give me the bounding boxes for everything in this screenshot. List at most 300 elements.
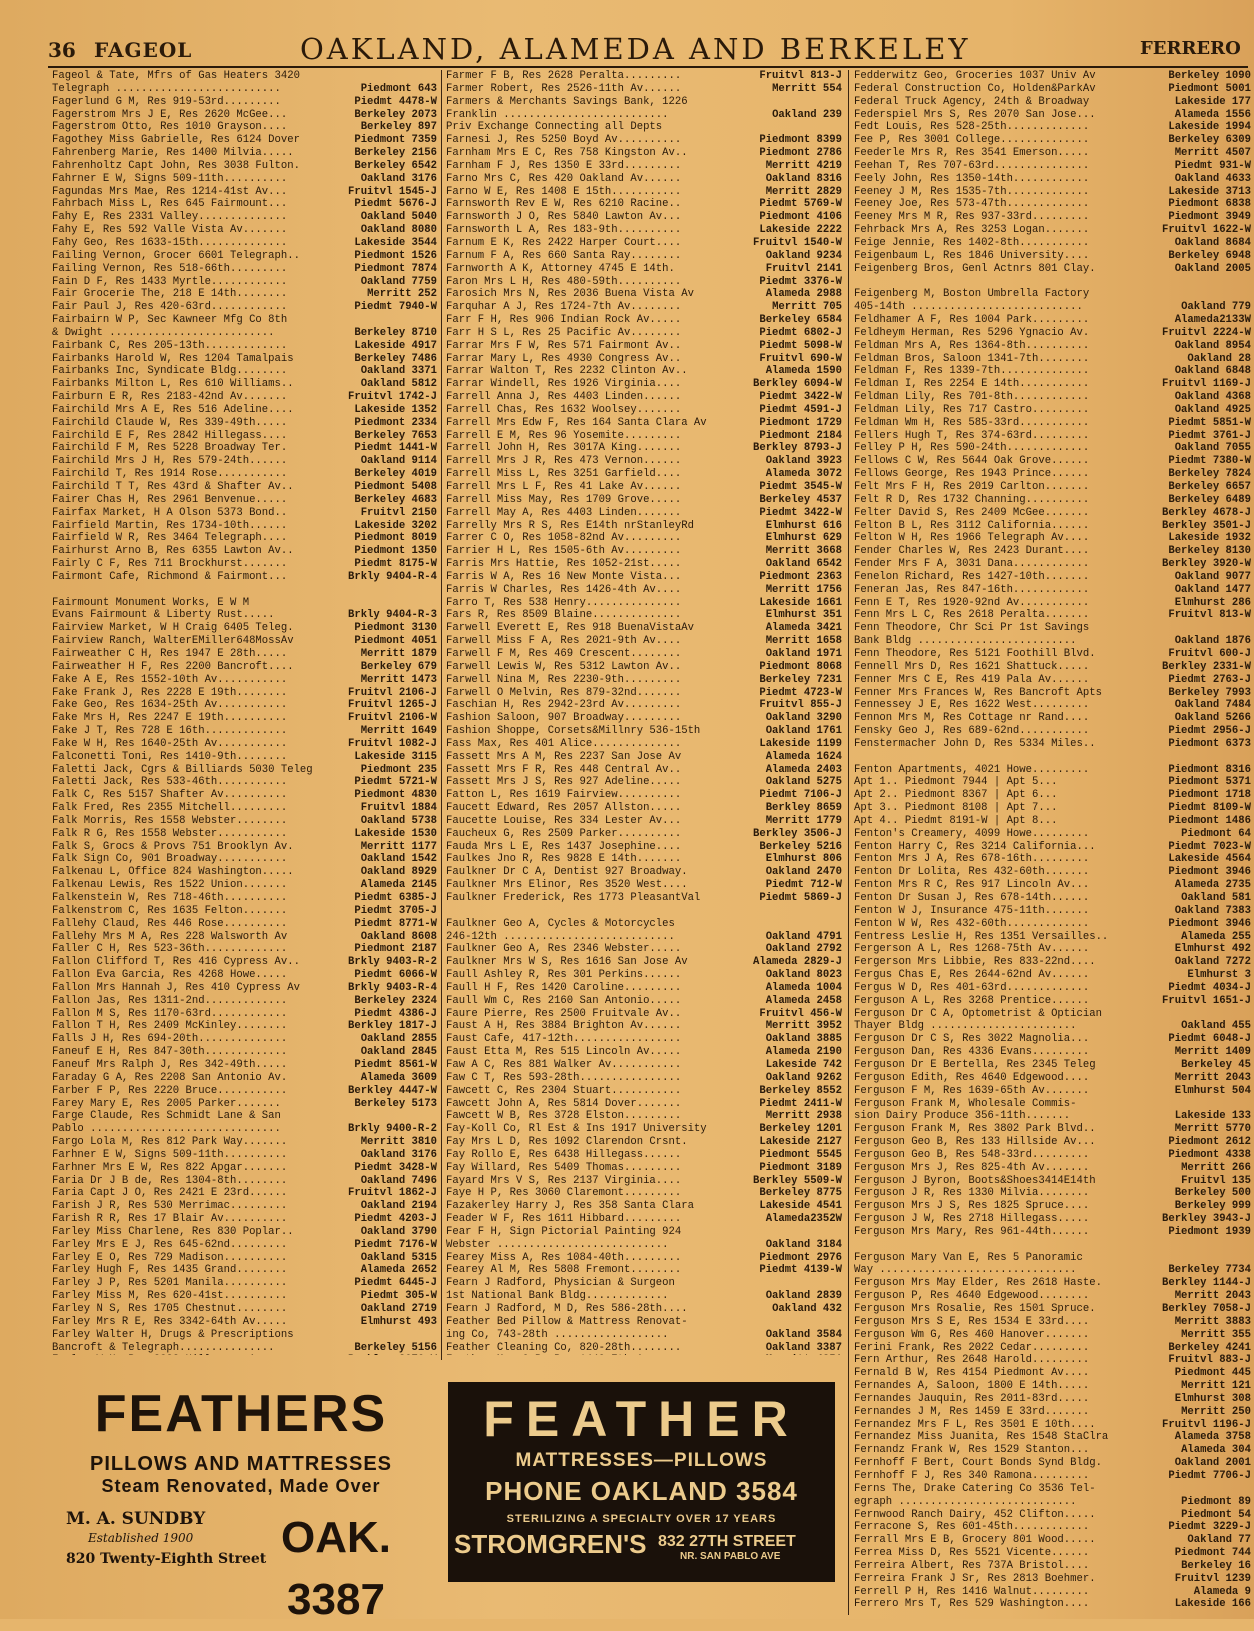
listing-name: Feeney J M, Res 1535-7th............. <box>854 185 1090 198</box>
listing-name: Fay-Koll Co, Rl Est & Ins 1917 University <box>446 1123 707 1136</box>
listing-name: Feldman I, Res 2254 E 14th........... <box>854 378 1090 391</box>
listing-phone: Merritt 3668 <box>765 545 842 558</box>
column-divider <box>441 70 442 1360</box>
listing-name: Fear F H, Sign Pictorial Painting 924 <box>446 1225 682 1238</box>
listing-entry <box>854 1419 1251 1432</box>
listing-phone: Oakland 455 <box>1181 1020 1251 1033</box>
listing-entry <box>854 661 1251 674</box>
listing-name: Feldman Bros, Saloon 1341-7th........ <box>854 352 1090 365</box>
listing-entry <box>854 327 1251 340</box>
listing-entry <box>446 520 842 533</box>
listing-name: Faller C H, Res 523-36th............. <box>52 943 288 956</box>
listing-name: Fahrenholtz Capt John, Res 3038 Fulton. <box>52 159 300 172</box>
listing-entry <box>446 1239 842 1252</box>
listing-entry <box>446 1072 842 1085</box>
listing-entry <box>446 931 842 944</box>
listing-entry <box>446 969 842 982</box>
listing-name: Fenner Mrs C E, Res 419 Pala Av...... <box>854 673 1090 686</box>
listing-phone <box>744 918 842 931</box>
listing-entry <box>854 391 1251 404</box>
listing-name: Feige Jennie, Res 1402-8th........... <box>854 236 1090 249</box>
listing-entry <box>52 1316 437 1329</box>
listing-phone: Merritt 705 <box>772 301 842 314</box>
listing-entry <box>446 288 842 301</box>
listing-name: Farey Mary E, Res 2005 Parker....... <box>52 1097 281 1110</box>
listing-entry <box>52 1290 437 1303</box>
listing-entry <box>446 83 842 96</box>
listing-name: Farrell Chas, Res 1632 Woolsey....... <box>446 403 682 416</box>
listing-entry <box>446 1277 842 1290</box>
listing-entry <box>446 198 842 211</box>
listing-phone: Berkley 4678-J <box>1161 506 1251 519</box>
listing-entry <box>854 1547 1251 1560</box>
listing-name: Fargo Lola M, Res 812 Park Way....... <box>52 1136 288 1149</box>
listing-name: Ferns The, Drake Catering Co 3536 Tel- <box>854 1482 1096 1495</box>
listing-entry <box>446 237 842 250</box>
listing-phone: Oakland 4791 <box>765 930 842 943</box>
listing-entry <box>446 1123 842 1136</box>
listing-column-2 <box>446 70 842 1355</box>
listing-name: Falk Sign Co, 901 Broadway........... <box>52 853 288 866</box>
listing-entry <box>854 1354 1251 1367</box>
listing-phone: Piedmt 3376-W <box>759 275 842 288</box>
listing-name: Fairchild Mrs A E, Res 516 Adeline.... <box>52 403 294 416</box>
listing-name: Falkenau L, Office 824 Washington..... <box>52 866 294 879</box>
listing-entry <box>446 1303 842 1316</box>
listing-phone: Piedmont 5408 <box>354 481 437 493</box>
listing-entry <box>854 1200 1251 1213</box>
listing-name: Fairer Chas H, Res 2961 Benvenue..... <box>52 493 288 506</box>
listing-name: Faletti Jack, Cgrs & Billiards 5030 Teleg <box>52 763 313 776</box>
listing-phone: Oakland 2719 <box>360 1303 437 1315</box>
listing-phone: Oakland 2470 <box>765 866 842 879</box>
listing-name: Fairweather C H, Res 1947 E 28th..... <box>52 647 288 660</box>
listing-entry <box>446 609 842 622</box>
listing-entry <box>52 1008 437 1021</box>
listing-phone: Piedmt 5098-W <box>759 339 842 352</box>
listing-entry <box>52 481 437 494</box>
listing-entry <box>854 1406 1251 1419</box>
listing-entry <box>52 327 437 340</box>
listing-entry <box>52 725 437 738</box>
listing-name: Farrar Windell, Res 1926 Virginia.... <box>446 378 682 391</box>
listing-phone: Piedmt 3422-W <box>759 391 842 404</box>
listing-phone: Merritt 4219 <box>765 159 842 172</box>
listing-name: Fake Geo, Res 1634-25th Av........... <box>52 699 288 712</box>
listing-name: Feehan T, Res 707-63rd............... <box>854 159 1090 172</box>
listing-name: Falkenstein W, Res 718-46th.......... <box>52 892 288 904</box>
listing-name: Fenton Harry C, Res 3214 California... <box>854 840 1096 853</box>
listing-name: Farnesi J, Res 5250 Boyd Av.......... <box>446 134 682 147</box>
listing-entry <box>854 1072 1251 1085</box>
listing-entry <box>854 853 1251 866</box>
listing-phone: Fruitvl 1239 <box>1174 1572 1251 1585</box>
listing-phone: Oakland 2194 <box>360 1200 437 1213</box>
listing-entry <box>52 288 437 301</box>
listing-entry <box>854 365 1251 378</box>
listing-phone: Lakeside 166 <box>1174 1598 1251 1611</box>
listing-name: Ferguson F M, Res 1639-65th Av....... <box>854 1084 1090 1097</box>
listing-name: Fake Mrs H, Res 2247 E 19th.......... <box>52 712 288 725</box>
listing-phone: Piedmont 4051 <box>354 635 437 648</box>
listing-entry <box>446 134 842 147</box>
listing-phone: Oakland 7496 <box>360 1174 437 1187</box>
listing-name: Ferguson Frank M, Res 3802 Park Blvd.. <box>854 1123 1096 1136</box>
listing-name: Fake A E, Res 1552-10th Av........... <box>52 673 288 686</box>
listing-entry <box>52 738 437 751</box>
listing-phone: Oakland 2855 <box>360 1033 437 1046</box>
listing-phone: Fruitvl 855-J <box>759 699 842 712</box>
listing-entry <box>446 532 842 545</box>
listing-name: Faschian H, Res 2942-23rd Av......... <box>446 699 682 712</box>
listing-entry <box>854 558 1251 571</box>
listing-phone: Merritt 2829 <box>765 185 842 198</box>
listing-phone: Lakeside 177 <box>1174 95 1251 108</box>
listing-phone: Fruitvl 600-J <box>1168 647 1251 660</box>
listing-entry <box>446 327 842 340</box>
listing-phone: Fruitvl 1742-J <box>347 391 437 404</box>
listing-name: Telegraph .......................... <box>52 82 281 95</box>
listing-entry <box>854 173 1251 186</box>
listing-name: Falls J H, Res 694-20th.............. <box>52 1033 288 1046</box>
listing-name: Felter David S, Res 2409 McGee....... <box>854 506 1090 519</box>
listing-phone: Piedmt 1441-W <box>354 442 437 455</box>
listing-entry <box>446 121 842 134</box>
ad-line: Steam Renovated, Made Over <box>101 1476 381 1496</box>
listing-name: Feather Bed Pillow & Mattress Renovat- <box>446 1315 688 1328</box>
listing-phone <box>1153 751 1251 764</box>
listing-name: Faucette Louise, Res 334 Lester Av... <box>446 814 682 827</box>
listing-entry <box>52 494 437 507</box>
listing-entry <box>52 1175 437 1188</box>
listing-entry <box>52 969 437 982</box>
listing-name: Faria Capt J O, Res 2421 E 23rd...... <box>52 1187 288 1200</box>
listing-name: Falk S, Grocs & Provs 751 Brooklyn Av. <box>52 840 294 853</box>
listing-name: Faulkner Geo A, Cycles & Motorcycles <box>446 917 675 930</box>
listing-name: Ferreira Albert, Res 737A Bristol.... <box>854 1559 1090 1572</box>
listing-name: Fenner Mrs Frances W, Res Bancroft Apts <box>854 686 1102 699</box>
listing-entry <box>52 648 437 661</box>
listing-entry <box>854 1560 1251 1573</box>
listing-name: Ferguson Mrs J, Res 825-4th Av....... <box>854 1161 1090 1174</box>
listing-phone: Berkeley 1201 <box>759 1123 842 1136</box>
listing-entry <box>854 725 1251 738</box>
listing-name: Webster ........................... <box>446 1238 669 1251</box>
listing-name: Fennon Mrs M, Res Cottage nr Rand.... <box>854 712 1090 725</box>
listing-entry <box>52 892 437 905</box>
listing-name: Feldheym Herman, Res 5296 Ygnacio Av. <box>854 326 1090 339</box>
listing-name: Fernandez Miss Juanita, Res 1548 StaClra <box>854 1431 1109 1444</box>
listing-name: Fallehy Mrs M A, Res 228 Walsworth Av <box>52 930 288 943</box>
listing-phone: Berkley 1144-J <box>1161 1277 1251 1290</box>
listing-phone: Merritt 2938 <box>765 1110 842 1123</box>
listing-phone: Lakeside 1352 <box>354 403 437 416</box>
listing-entry <box>446 699 842 712</box>
listing-phone: Piedmt 3422-W <box>759 506 842 519</box>
listing-name: Ferguson Geo B, Res 548-33rd......... <box>854 1148 1090 1161</box>
listing-entry <box>52 442 437 455</box>
listing-phone: Lakeside 1661 <box>759 596 842 609</box>
listing-entry <box>854 96 1251 109</box>
listing-name: Fellows George, Res 1943 Prince...... <box>854 468 1090 481</box>
listing-name: Fahrenberg Marie, Res 1400 Milvia..... <box>52 147 294 160</box>
listing-phone: Elmhurst 3 <box>1187 969 1251 982</box>
listing-entry <box>52 815 437 828</box>
listing-entry <box>854 1020 1251 1033</box>
listing-entry <box>52 314 437 327</box>
listing-name: Fearey Al M, Res 5808 Fremont........ <box>446 1264 682 1277</box>
listing-name: Fawcett W B, Res 3728 Elston......... <box>446 1110 682 1123</box>
listing-name: Farmer Robert, Res 2526-11th Av...... <box>446 82 682 95</box>
listing-entry <box>854 597 1251 610</box>
listing-phone: Piedmont 1729 <box>759 416 842 429</box>
ad-headline: FEATHER <box>483 1391 800 1447</box>
listing-phone: Oakland 3387 <box>765 1341 842 1354</box>
listing-name: Fern Arthur, Res 2648 Harold......... <box>854 1354 1090 1367</box>
listing-phone: Oakland 7759 <box>360 275 437 288</box>
listing-name: Fairfield Martin, Res 1734-10th...... <box>52 519 288 532</box>
listing-entry <box>52 712 437 725</box>
listing-entry <box>446 1264 842 1277</box>
listing-phone: Piedmont 1939 <box>1168 1225 1251 1238</box>
listing-phone: Berkeley 8775 <box>759 1187 842 1200</box>
listing-name: Fassett Mrs F R, Res 448 Central Av.. <box>446 763 682 776</box>
listing-name: Fay Willard, Res 5409 Thomas......... <box>446 1161 682 1174</box>
listing-entry <box>52 866 437 879</box>
listing-entry <box>446 635 842 648</box>
listing-entry <box>52 982 437 995</box>
listing-phone <box>339 70 437 83</box>
listing-phone: Merritt 252 <box>367 288 437 301</box>
listing-entry <box>446 712 842 725</box>
listing-name: Ferguson J Byron, Boots&Shoes3414E14th <box>854 1174 1096 1187</box>
listing-name: Faucheux G, Res 2509 Parker.......... <box>446 827 682 840</box>
listing-name: Feigenberg M, Boston Umbrella Factory <box>854 288 1090 301</box>
page-number: 36 <box>48 38 76 62</box>
listing-entry <box>446 1329 842 1342</box>
listing-name: Ferguson Dr C S, Res 3022 Magnolia... <box>854 1033 1090 1046</box>
listing-entry <box>446 995 842 1008</box>
listing-name: Fee P, Res 3001 College.............. <box>854 134 1090 147</box>
listing-entry <box>854 1264 1251 1277</box>
listing-name: Feigenbaum L, Res 1846 University.... <box>854 249 1090 262</box>
listing-phone: Piedmt 4034-J <box>1168 981 1251 994</box>
listing-name: Ferguson Mrs Mary, Res 961-44th...... <box>854 1225 1090 1238</box>
listing-name: Feldman Lily, Res 701-8th............ <box>854 391 1090 404</box>
listing-phone: Piedmont 2612 <box>1168 1136 1251 1149</box>
listing-name: Federspiel Mrs S, Res 2070 San Jose... <box>854 108 1096 121</box>
listing-entry <box>446 1136 842 1149</box>
listing-phone: Piedmont 2184 <box>759 429 842 442</box>
listing-phone: Alameda 2735 <box>1174 879 1251 892</box>
listing-name: Fahy E, Res 592 Valle Vista Av....... <box>52 224 288 237</box>
page-header <box>0 30 1254 66</box>
listing-name: Farrell Mrs J R, Res 473 Vernon...... <box>446 455 682 468</box>
listing-name: Farris W Charles, Res 1426-4th Av.... <box>446 583 682 596</box>
listing-entry <box>854 1175 1251 1188</box>
listing-name: Fergerson A L, Res 1268-75th Av...... <box>854 943 1090 956</box>
listing-entry <box>854 815 1251 828</box>
listing-phone: Oakland 7383 <box>1174 904 1251 917</box>
listing-phone: Piedmont 3130 <box>354 622 437 635</box>
listing-name: Farnworth A K, Attorney 4745 E 14th. <box>446 262 675 275</box>
listing-name: Fairmount Monument Works, E W M <box>52 596 250 609</box>
listing-name: Farley Miss Charlene, Res 830 Poplar.. <box>52 1225 294 1238</box>
listing-phone: Oakland 5738 <box>360 814 437 827</box>
listing-phone: Piedmt 4386-J <box>354 1007 437 1020</box>
listing-name: Apt 3.. Piedmont 8108 | Apt 7... <box>854 802 1058 815</box>
listing-phone: Piedmont 5545 <box>759 1148 842 1161</box>
listing-phone: Berkeley 16 <box>1181 1559 1251 1572</box>
listing-entry <box>854 250 1251 263</box>
listing-entry <box>52 340 437 353</box>
listing-phone: Oakland 9262 <box>765 1071 842 1084</box>
listing-name: Fairchild F M, Res 5228 Broadway Ter. <box>52 442 288 455</box>
listing-entry <box>854 635 1251 648</box>
listing-entry <box>854 648 1251 661</box>
listing-entry <box>854 571 1251 584</box>
listing-entry <box>446 417 842 430</box>
listing-phone: Berkeley 4537 <box>759 493 842 506</box>
listing-entry <box>854 1110 1251 1123</box>
listing-phone: Piedmont 54 <box>1181 1508 1251 1521</box>
listing-entry <box>854 1123 1251 1136</box>
listing-entry <box>52 1277 437 1290</box>
listing-name: sion Dairy Produce 356-11th....... <box>854 1110 1071 1123</box>
listing-entry <box>52 109 437 122</box>
listing-name: Feldhamer A F, Res 1004 Park......... <box>854 314 1090 327</box>
listing-name: Fairview Market, W H Craig 6405 Teleg. <box>52 622 294 635</box>
listing-name: 1st National Bank Bldg............. <box>446 1290 669 1303</box>
listing-entry <box>854 751 1251 764</box>
listing-phone: Oakland 77 <box>1187 1534 1251 1547</box>
listing-phone: Piedmt 6802-J <box>759 326 842 339</box>
listing-entry <box>446 1046 842 1059</box>
listing-entry <box>52 186 437 199</box>
listing-phone: Fruitvl 1622-W <box>1161 224 1251 237</box>
listing-entry <box>52 609 437 622</box>
listing-entry <box>854 1149 1251 1162</box>
listing-phone: Elmhurst 806 <box>765 853 842 866</box>
listing-phone: Piedmt 3705-J <box>354 904 437 917</box>
listing-phone: Lakeside 1199 <box>759 737 842 750</box>
listing-phone: Piedmont 2786 <box>759 147 842 160</box>
listing-name: Fernandes Jauquin, Res 2011-83rd..... <box>854 1392 1090 1405</box>
listing-entry <box>446 905 842 918</box>
listing-name: Fahrner E W, Signs 509-11th.......... <box>52 172 288 185</box>
listing-name: Farro T, Res 538 Henry............... <box>446 596 682 609</box>
listing-name: Fallon T H, Res 2409 McKinley........ <box>52 1020 288 1033</box>
listing-name: Faucett Edward, Res 2057 Allston..... <box>446 802 682 815</box>
listing-name: Ferguson P, Res 4640 Edgewood........ <box>854 1290 1090 1303</box>
listing-phone: Piedmont 1526 <box>354 249 437 262</box>
listing-entry <box>446 276 842 289</box>
listing-name: Feneran Jas, Res 847-16th............ <box>854 583 1090 596</box>
listing-phone: Piedmont 445 <box>1174 1367 1251 1380</box>
listing-entry <box>854 211 1251 224</box>
listing-entry <box>854 918 1251 931</box>
listing-entry <box>854 687 1251 700</box>
listing-phone: Berkeley 679 <box>360 660 437 673</box>
listing-phone: Alameda 3609 <box>360 1071 437 1084</box>
listing-phone: Piedmt 3229-J <box>1168 1521 1251 1534</box>
listing-phone: Fruitvl 1169-J <box>1161 378 1251 391</box>
listing-name: Feldman F, Res 1339-7th.............. <box>854 365 1090 378</box>
listing-entry <box>52 1046 437 1059</box>
listing-phone: Berkeley 2324 <box>354 994 437 1007</box>
listing-phone <box>339 314 437 327</box>
listing-name: Fay Mrs L D, Res 1092 Clarendon Crsnt. <box>446 1136 688 1149</box>
listing-entry <box>854 1367 1251 1380</box>
header-rule <box>48 66 1248 68</box>
listing-phone <box>744 1316 842 1329</box>
listing-phone: Berkeley 6542 <box>354 159 437 172</box>
listing-entry <box>854 134 1251 147</box>
listing-name: Farrell Anna J, Res 4403 Linden...... <box>446 391 682 404</box>
listing-name: Fauda Mrs L E, Res 1437 Josephine.... <box>446 840 682 853</box>
listing-phone: Berkeley 6489 <box>1168 493 1251 506</box>
listing-entry <box>446 1162 842 1175</box>
listing-phone: Brkly 9404-R-4 <box>347 570 437 583</box>
listing-name: Farnum F A, Res 660 Santa Ray........ <box>446 249 682 262</box>
listing-name: Farley Hugh F, Res 1435 Grand........ <box>52 1264 288 1277</box>
listing-phone: Alameda 1624 <box>765 750 842 763</box>
listing-entry <box>854 892 1251 905</box>
listing-phone: Fruitvl 813-J <box>759 70 842 82</box>
listing-name: Fars R, Res 8509 Blaine.............. <box>446 609 682 622</box>
listing-entry <box>52 70 437 83</box>
advertisement-feathers-sundby <box>52 1385 430 1624</box>
listing-entry <box>854 995 1251 1008</box>
listing-entry <box>854 442 1251 455</box>
listing-entry <box>52 853 437 866</box>
listing-entry <box>52 1136 437 1149</box>
listing-phone: Oakland 5040 <box>360 211 437 224</box>
listing-name: Way ............................... <box>854 1264 1077 1277</box>
listing-name: Felt Mrs F H, Res 2019 Carlton....... <box>854 481 1090 493</box>
listing-phone: Berkeley 5173 <box>354 1097 437 1110</box>
listing-entry <box>854 931 1251 944</box>
listing-entry <box>446 147 842 160</box>
listing-entry <box>52 468 437 481</box>
listing-entry <box>446 1149 842 1162</box>
listing-phone: Fruitvl 456-W <box>759 1007 842 1020</box>
listing-entry <box>52 1239 437 1252</box>
listing-phone: Oakland 4633 <box>1174 172 1251 185</box>
listing-phone: Oakland 3176 <box>360 1148 437 1161</box>
ad-phone: PHONE OAKLAND 3584 <box>485 1476 798 1506</box>
listing-name: Federal Truck Agency, 24th & Broadway <box>854 95 1090 108</box>
listing-name: Feeney Mrs M R, Res 937-33rd......... <box>854 211 1090 224</box>
listing-phone: Berkeley 7231 <box>759 673 842 686</box>
listing-phone: Piedmt 3428-W <box>354 1161 437 1174</box>
listing-phone: Piedmont 89 <box>1181 1495 1251 1508</box>
listing-entry <box>52 1329 437 1342</box>
listing-name: Fenton W J, Insurance 475-11th....... <box>854 904 1090 917</box>
listing-phone: Fruitvl 1884 <box>360 802 437 815</box>
listing-entry <box>52 789 437 802</box>
listing-phone: Oakland 6542 <box>765 558 842 571</box>
listing-name: Farno Mrs C, Res 420 Oakland Av...... <box>446 172 682 185</box>
listing-phone: Brkly 9403-R-4 <box>347 981 437 994</box>
listing-phone: Merritt 5770 <box>1174 1123 1251 1136</box>
listing-phone: Oakland 581 <box>1181 892 1251 904</box>
listing-entry <box>854 83 1251 96</box>
listing-phone: Piedmt 7940-W <box>354 301 437 314</box>
listing-phone: Berkeley 2073 <box>354 108 437 121</box>
listing-entry <box>52 391 437 404</box>
listing-phone <box>744 905 842 918</box>
